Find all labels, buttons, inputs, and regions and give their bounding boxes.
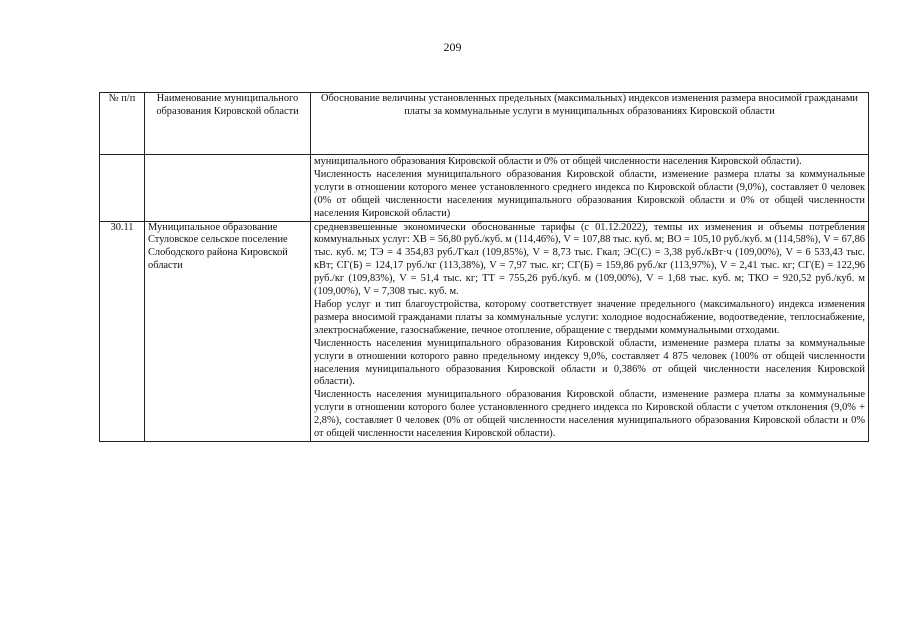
header-number: № п/п	[100, 93, 145, 155]
paragraph: Численность населения муниципального образования Кировской области, изменение размера платы за коммунальные услуги в отношении которого менее установленного среднего индекса по Кировской области (9,0%), составляет 0 человек (0% от общей численности населения муниципального образования Кировской области и 0% от общей численности населения Кировской области)	[314, 168, 865, 219]
paragraph-tariffs: средневзвешенные экономически обоснованные тарифы (с 01.12.2022), темпы их изменения и объемы потребления коммунальных услуг: ХВ = 56,80 руб./куб. м (114,46%), V = 107,88 тыс. куб. м; ВО = 105,10 руб./куб. м (114,58%), V = 67,86 тыс. куб. м; ТЭ = 4 354,83 руб./Гкал (109,85%), V = 8,73 тыс. Гкал; ЭС(С) = 3,38 руб./кВт·ч (109,00%), V = 6 533,43 тыс. кВт; СГ(Б) = 124,17 руб./кг (113,38%), V = 7,97 тыс. кг; СГ(Б) = 159,86 руб./кг (113,97%), V = 2,41 тыс. кг; СГ(Е) = 122,96 руб./кг (109,83%), V = 51,4 тыс. кг; ТТ = 755,26 руб./куб. м (109,00%), V = 1,68 тыс. куб. м; ТКО = 920,52 руб./куб. м (109,00%), V = 7,308 тыс. куб. м.	[314, 221, 865, 298]
paragraph-population-above: Численность населения муниципального образования Кировской области, изменение размера платы за коммунальные услуги в отношении которого более установленного среднего индекса по Кировской области с учетом отклонения (9,0% + 2,8%), составляет 0 человек (0% от общей численности населения муниципального образования Кировской области и 0% от общей численности населения Кировской области).	[314, 389, 865, 440]
table-row-30-11	[100, 221, 869, 441]
header-municipality: Наименование муниципального образования Кировской области	[145, 93, 311, 155]
cell-justification	[311, 155, 869, 222]
cell-number: 30.11	[100, 221, 145, 441]
header-justification: Обоснование величины установленных предельных (максимальных) индексов изменения размера вносимой гражданами платы за коммунальные услуги в муниципальных образованиях Кировской области	[311, 93, 869, 155]
cell-municipality: Муниципальное образование Стуловское сельское поселение Слободского района Кировской области	[145, 221, 311, 441]
paragraph-services: Набор услуг и тип благоустройства, которому соответствует значение предельного (максимального) индекса изменения размера вносимой гражданами платы за коммунальные услуги: холодное водоснабжение, водоотведение, теплоснабжение, электроснабжение, газоснабжение, печное отопление, обращение с твердыми коммунальными отходами.	[314, 298, 865, 336]
table-row-continuation	[100, 155, 869, 222]
table-header-row	[100, 93, 869, 155]
cell-municipality	[145, 155, 311, 222]
paragraph-population-equal: Численность населения муниципального образования Кировской области, изменение размера платы за коммунальные услуги в отношении которого равно предельному индексу 9,0%, составляет 4 875 человек (100% от общей численности населения муниципального образования Кировской области и 0,386% от общей численности населения Кировской области).	[314, 337, 865, 388]
page-number: 209	[443, 40, 462, 54]
paragraph: муниципального образования Кировской области и 0% от общей численности населения Кировской области).	[314, 156, 802, 167]
cell-number	[100, 155, 145, 222]
tariff-justification-table	[99, 92, 869, 442]
cell-justification	[311, 221, 869, 441]
